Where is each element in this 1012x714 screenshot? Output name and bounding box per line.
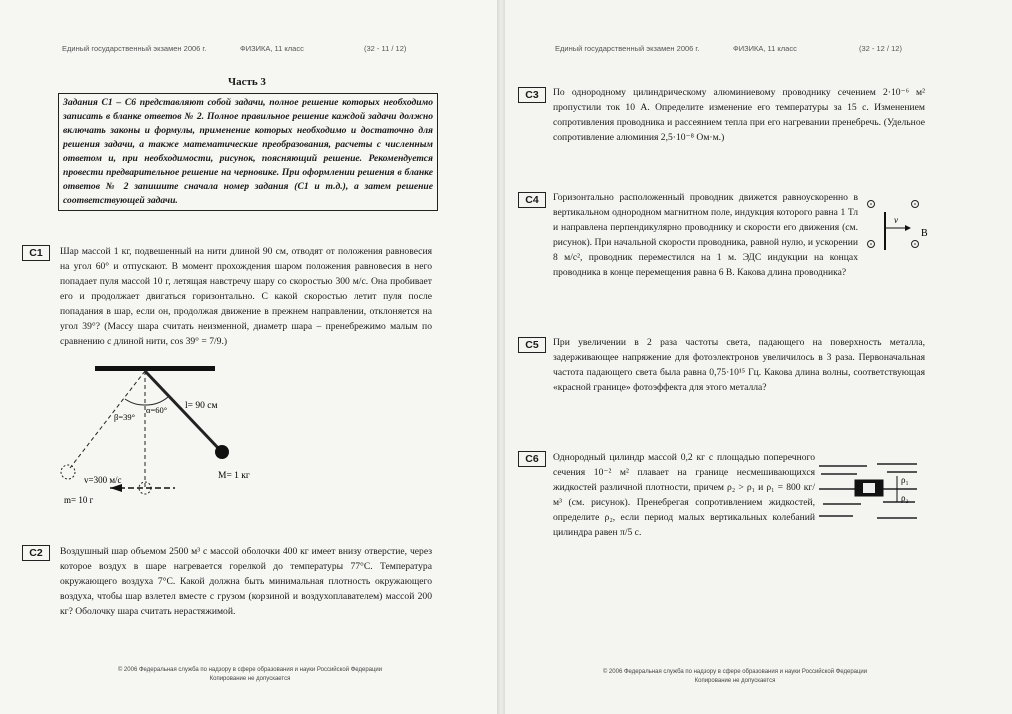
task-label-c4: С4 [518, 192, 546, 208]
velocity-arrowhead [110, 484, 122, 492]
right-footer [565, 668, 905, 686]
v-label: v [894, 215, 898, 225]
beta-label: β=39° [114, 412, 136, 422]
rho2-label: ρ₂ [901, 493, 909, 503]
bullet-mass-label: m= 10 г [64, 495, 94, 505]
copy-notice: Копирование не допускается [209, 676, 291, 682]
task-label-c2: С2 [22, 545, 50, 561]
task-text-c6: Однородный цилиндр массой 0,2 кг с площадью поперечного сечения 10⁻² м² плавает на границе несмешивающихся жидкостей различной плотности, причем ρ₂ > ρ₁ и ρ₁ = 800 кг/м³ (см. рисунок). Пренебрегая сопротивлением жидкостей, определите ρ₂, если период малых вертикальных колебаний цилиндра равен π/5 с. [553, 452, 815, 538]
angle-beta-arc [125, 399, 145, 405]
page-number: (32 - 11 / 12) [364, 44, 407, 53]
instructions-box: Задания С1 – С6 представляют собой задачи, полное решение которых необходимо записать в бланке ответов № 2. Полное правильное решение каждой задачи должно включать законы и формулы, применение которых необходимо и достаточно для решения задачи, а также математические преобразования, расчеты с численным ответом и, при необходимости, рисунок, поясняющий решение. Рекомендуется провести предварительное решение на черновике. При оформлении решения в бланке ответов № 2 запишите сначала номер задания (С1 и т.д.), а затем решение соответствующей задачи. [58, 93, 438, 211]
task-label-c5: С5 [518, 337, 546, 353]
task-text-c2: Воздушный шар объемом 2500 м³ с массой оболочки 400 кг имеет внизу отверстие, через которое воздух в шаре нагревается горелкой до температуры 77°С. Температура окружающего воздуха 7°С. Какой должна быть минимальная плотность окружающего воздуха, чтобы шар взлетел вместе с грузом (корзиной и воздухоплавателем) массой 200 кг? Оболочку шара считать нерастяжимой. [60, 546, 432, 617]
task-text-c3: По однородному цилиндрическому алюминиевому проводнику сечением 2·10⁻⁶ м² пропустили ток 10 А. Определите изменение его температуры за 15 с. Изменением сопротивления проводника и рассеянием тепла при его нагревании пренебречь. (Удельное сопротивление алюминия 2,5·10⁻⁸ Ом·м.) [553, 87, 925, 143]
subject: ФИЗИКА, 11 класс [240, 44, 304, 53]
velocity-label: v=300 м/с [84, 475, 122, 485]
task-text-c1: Шар массой 1 кг, подвешенный на нити длиной 90 см, отводят от положения равновесия на угол 60° и отпускают. В момент прохождения шаром положения равновесия в него попадает пуля массой 10 г, летящая навстречу шару со скоростью 300 м/с. Она пробивает его и продолжает двигаться горизонтально. С какой скоростью летит пуля после попадания в шар, если он, продолжая движение в прежнем направлении, отклоняется на угол 39°? (Массу шара считать неизменной, диаметр шара – пренебрежимо малым по сравнению с длиной нити, cos 39° = 7/9.) [60, 246, 432, 347]
copyright: © 2006 Федеральная служба по надзору в сфере образования и науки Российской Федерации [117, 667, 383, 673]
left-page [0, 0, 500, 714]
exam-title: Единый государственный экзамен 2006 г. [555, 44, 700, 53]
copyright: © 2006 Федеральная служба по надзору в сфере образования и науки Российской Федерации [602, 669, 868, 675]
task-text-c5: При увеличении в 2 раза частоты света, падающего на поверхность металла, задерживающее напряжение для фотоэлектронов увеличилось в 3 раза. Первоначальная частота падающего света была равна 0,75·10¹⁵ Гц. Какова длина волны, соответствующая «красной границе» фотоэффекта для этого металла? [553, 337, 925, 393]
b-label: B [921, 228, 928, 239]
velocity-arrowhead [905, 225, 911, 231]
task-label-c3: С3 [518, 87, 546, 103]
subject: ФИЗИКА, 11 класс [733, 44, 797, 53]
rho1-label: ρ₁ [901, 475, 909, 485]
angle-alpha-arc [145, 397, 168, 405]
ball-after-dashed [61, 465, 75, 479]
left-footer [80, 666, 420, 684]
pendulum-figure [50, 360, 280, 510]
exam-title: Единый государственный экзамен 2006 г. [62, 44, 207, 53]
magnetic-field-figure [863, 192, 933, 257]
task-label-c6: С6 [518, 451, 546, 467]
ball-m [215, 445, 229, 459]
ceiling-beam [95, 366, 215, 371]
length-label: l= 90 см [185, 401, 218, 411]
part-title: Часть 3 [228, 76, 266, 88]
alpha-label: α=60° [146, 405, 168, 415]
floating-cylinder-figure [817, 458, 922, 530]
task-label-c1: С1 [22, 245, 50, 261]
right-page [505, 0, 1012, 714]
ball-mass-label: M= 1 кг [218, 471, 250, 481]
copy-notice: Копирование не допускается [694, 678, 776, 684]
task-text-c4: Горизонтально расположенный проводник движется равноускоренно в вертикальном однородном магнитном поле, индукция которого равна 1 Тл и направлена перпендикулярно проводнику и скорости его движения (см. рисунок). При начальной скорости проводника, равной нулю, и ускорении 8 м/с², проводник переместился на 1 м. ЭДС индукции на концах проводника в конце перемещения равна 6 В. Какова длина проводника? [553, 192, 858, 278]
page-number: (32 - 12 / 12) [859, 44, 902, 53]
